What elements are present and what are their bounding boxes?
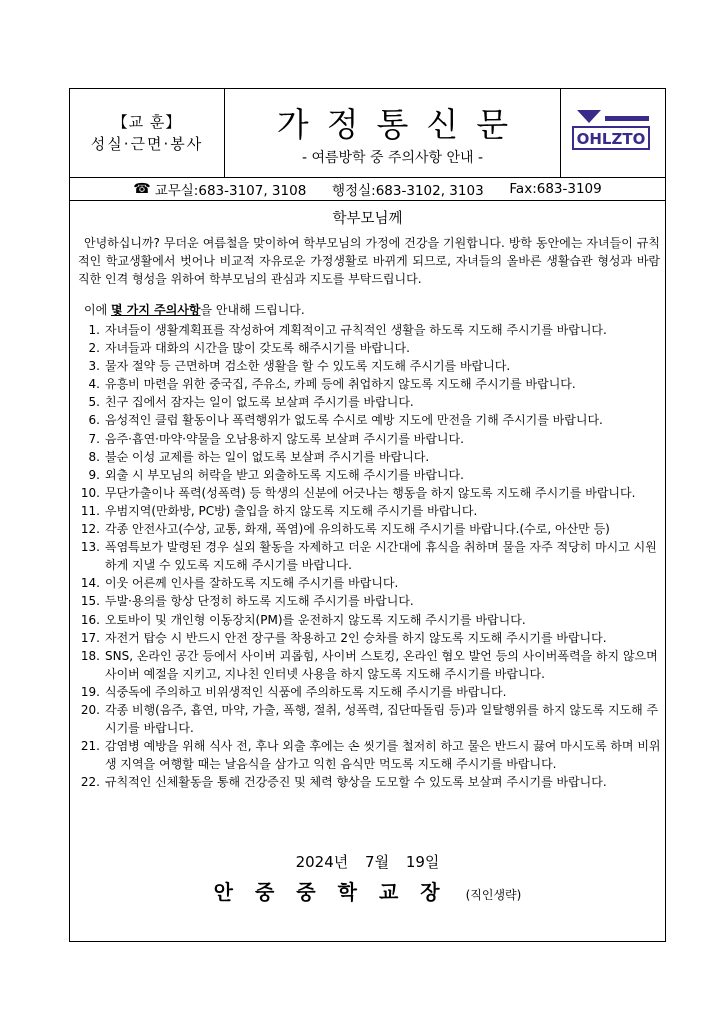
list-item-number: 17.	[80, 630, 100, 645]
list-item	[78, 629, 662, 647]
list-item-text: 음주·흡연·마약·약물을 오남용하지 않도록 보살펴 주시기를 바랍니다.	[105, 431, 464, 446]
list-item	[78, 683, 662, 701]
page-subtitle: - 여름방학 중 주의사항 안내 -	[301, 150, 484, 166]
list-item-number: 18.	[80, 648, 100, 663]
issue-date: 2024년 7월 19일	[295, 853, 440, 871]
list-item	[78, 592, 662, 610]
list-item-text: 감염병 예방을 위해 식사 전, 후나 외출 후에는 손 씻기를 철저히 하고 물은 반드시 끓여 마시도록 하며 비위생 지역을 여행할 때는 날음식을 삼가고 익힌 음식만 먹도록 지도해 주시기를 바랍니다.	[105, 739, 661, 772]
list-item-text: 자녀들과 대화의 시간을 많이 갖도록 해주시기를 바랍니다.	[105, 341, 410, 356]
list-item	[78, 448, 662, 466]
list-item-number: 6.	[88, 413, 100, 428]
salutation: 학부모님께	[332, 211, 403, 227]
title-area	[225, 89, 560, 177]
list-item	[78, 357, 662, 375]
items-lead	[84, 301, 305, 318]
intro-paragraph: 안녕하십니까? 무더운 여름철을 맞이하여 학부모님의 가정에 건강을 기원합니다. 방학 동안에는 자녀들이 규칙적인 학교생활에서 벗어나 비교적 자유로운 가정생활로 바뀌게 되므로, 자녀들의 올바른 생활습관 형성과 바람직한 인격 형성을 위하여 학부모님의 관심과 지도를 부탁드립니다.	[78, 236, 660, 286]
list-item-number: 1.	[88, 323, 100, 337]
list-item	[78, 393, 662, 411]
signer-note: (직인생략)	[465, 888, 522, 902]
list-item-text: 물자 절약 등 근면하며 검소한 생활을 할 수 있도록 지도해 주시기를 바랍니다.	[105, 359, 511, 374]
list-item-text: 우범지역(만화방, PC방) 출입을 하지 않도록 지도해 주시기를 바랍니다.	[105, 503, 478, 518]
lead-emphasis: 몇 가지 주의사항	[111, 303, 201, 317]
list-item-number: 11.	[80, 503, 100, 518]
list-item-number: 16.	[80, 612, 100, 627]
list-item	[78, 339, 662, 357]
list-item-text: 유흥비 마련을 위한 중국집, 주유소, 카페 등에 취업하지 않도록 지도해 주시기를 바랍니다.	[105, 377, 576, 392]
list-item-text: 각종 안전사고(수상, 교통, 화재, 폭염)에 유의하도록 지도해 주시기를 바랍니다.(수로, 아산만 등)	[105, 522, 610, 537]
list-item	[78, 411, 662, 429]
list-item-number: 15.	[80, 594, 100, 609]
academic-office-phone: 교무실:683-3107, 3108	[154, 183, 307, 199]
list-item-number: 22.	[80, 775, 100, 790]
list-item	[78, 647, 662, 683]
list-item-text: 폭염특보가 발령된 경우 실외 활동을 자제하고 더운 시간대에 휴식을 취하며 물을 자주 적당히 마시고 시원하게 지낼 수 있도록 지도해 주시기를 바랍니다.	[105, 540, 657, 573]
motto-title: 【교 훈】	[112, 113, 182, 131]
signer	[70, 876, 665, 905]
list-item-text: SNS, 온라인 공간 등에서 사이버 괴롭힘, 사이버 스토킹, 온라인 혐오 발언 등의 사이버폭력을 하지 않으며 사이버 예절을 지키고, 지나친 인터넷 사용을 하지 않도록 지도해 주시기를 바랍니다.	[105, 648, 658, 681]
list-item-number: 2.	[88, 341, 100, 356]
list-item-text: 규칙적인 신체활동을 통해 건강증진 및 체력 향상을 도모할 수 있도록 보살펴 주시기를 바랍니다.	[105, 775, 607, 790]
list-item-text: 무단가출이나 폭력(성폭력) 등 학생의 신분에 어긋나는 행동을 하지 않도록 지도해 주시기를 바랍니다.	[105, 485, 636, 500]
list-item-text: 자전거 탑승 시 반드시 안전 장구를 착용하고 2인 승차를 하지 않도록 지도해 주시기를 바랍니다.	[105, 630, 607, 645]
list-item-text: 친구 집에서 잠자는 일이 없도록 보살펴 주시기를 바랍니다.	[105, 395, 414, 410]
list-item	[78, 466, 662, 484]
list-item-number: 7.	[88, 431, 100, 446]
list-item	[78, 538, 662, 574]
list-item-number: 21.	[80, 739, 100, 754]
list-item	[78, 701, 662, 737]
contact-bar	[70, 177, 665, 201]
list-item-text: 두발·용의를 항상 단정히 하도록 지도해 주시기를 바랍니다.	[105, 594, 414, 609]
school-logo-icon	[571, 107, 651, 151]
list-item-number: 9.	[88, 467, 100, 482]
admin-office-phone: 행정실:683-3102, 3103	[332, 183, 484, 199]
list-item	[78, 574, 662, 592]
list-item-number: 13.	[80, 540, 100, 555]
lead-post: 을 안내해 드립니다.	[200, 303, 305, 317]
list-item	[78, 375, 662, 393]
list-item	[78, 520, 662, 538]
signer-name: 안중중학교장	[213, 880, 462, 904]
list-item-text: 외출 시 부모님의 허락을 받고 외출하도록 지도해 주시기를 바랍니다.	[105, 467, 464, 482]
list-item	[78, 321, 662, 339]
list-item-number: 3.	[88, 359, 100, 374]
page-title: 가정통신문	[276, 105, 527, 144]
list-item	[78, 737, 662, 773]
list-item	[78, 502, 662, 520]
list-item-text: 자녀들이 생활계획표를 작성하여 계획적이고 규칙적인 생활을 하도록 지도해 주시기를 바랍니다.	[105, 323, 607, 337]
list-item-text: 식중독에 주의하고 비위생적인 식품에 주의하도록 지도해 주시기를 바랍니다.	[105, 684, 507, 699]
list-item	[78, 430, 662, 448]
list-item-number: 14.	[80, 576, 100, 591]
list-item-number: 19.	[80, 684, 100, 699]
list-item-text: 불순 이성 교제를 하는 일이 없도록 보살펴 주시기를 바랍니다.	[105, 449, 430, 464]
list-item-number: 20.	[80, 702, 100, 717]
motto-text: 성실·근면·봉사	[90, 135, 204, 153]
list-item-number: 4.	[88, 377, 100, 392]
list-item-number: 12.	[80, 522, 100, 537]
list-item-text: 음성적인 클럽 활동이나 폭력행위가 없도록 수시로 예방 지도에 만전을 기해 주시기를 바랍니다.	[105, 413, 603, 428]
list-item-text: 각종 비행(음주, 흡연, 마약, 가출, 폭행, 절취, 성폭력, 집단따돌림 등)과 일탈행위를 하지 않도록 지도해 주시기를 바랍니다.	[105, 702, 659, 736]
phone-icon: ☎	[133, 181, 151, 197]
list-item	[78, 773, 662, 791]
list-item	[78, 484, 662, 502]
fax-number: Fax:683-3109	[509, 181, 602, 197]
list-item-number: 10.	[80, 485, 100, 500]
school-logo-area	[560, 89, 667, 177]
school-motto	[70, 89, 225, 177]
list-item	[78, 611, 662, 629]
lead-pre: 이에	[84, 303, 111, 317]
caution-list	[78, 321, 662, 791]
logo-subtext: OHLZTO	[576, 130, 646, 148]
list-item-text: 이웃 어른께 인사를 잘하도록 지도해 주시기를 바랍니다.	[105, 576, 399, 591]
list-item-text: 오토바이 및 개인형 이동장치(PM)를 운전하지 않도록 지도해 주시기를 바랍니다.	[105, 612, 526, 627]
list-item-number: 5.	[88, 395, 100, 410]
list-item-number: 8.	[88, 449, 100, 464]
notice-frame	[69, 88, 666, 942]
header	[70, 89, 665, 177]
